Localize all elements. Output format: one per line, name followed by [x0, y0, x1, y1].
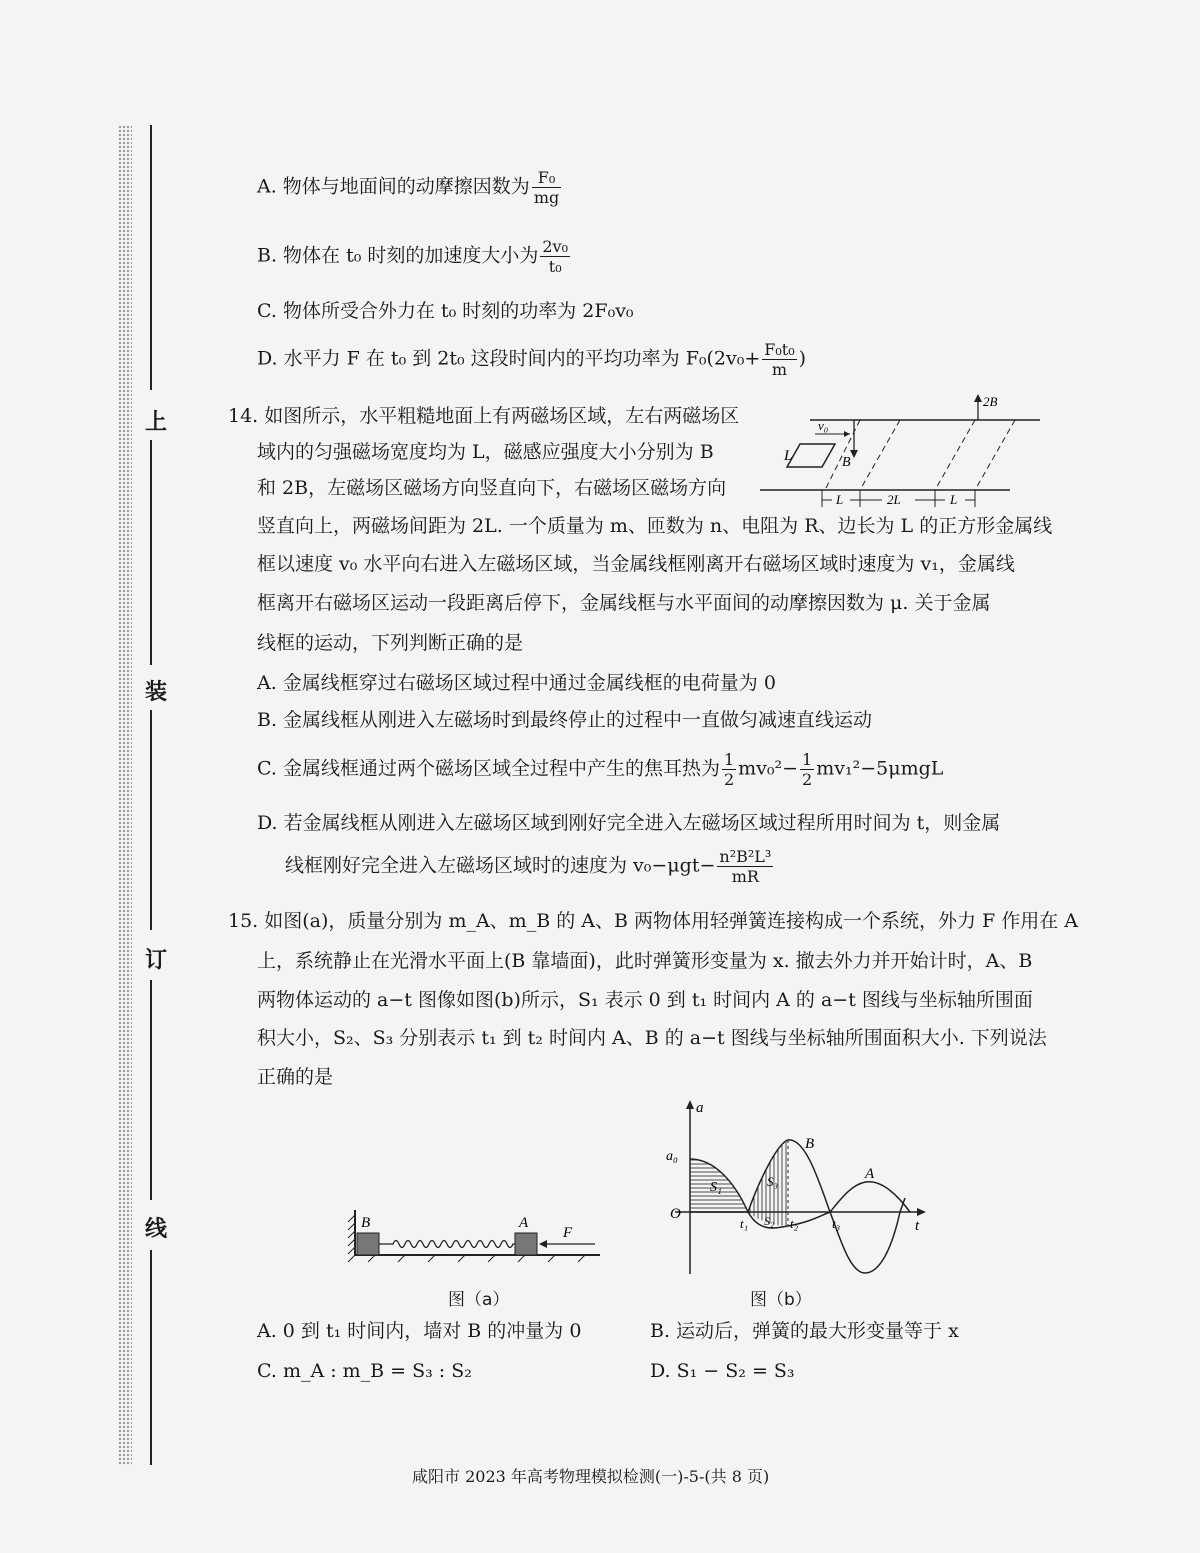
fraction-denominator: mg	[533, 188, 560, 208]
q15-stem-line-3: 两物体运动的 a−t 图像如图(b)所示，S₁ 表示 0 到 t₁ 时间内 A 的 a−t 图线与坐标轴所围面	[257, 989, 1033, 1011]
fraction-denominator: t₀	[548, 257, 562, 277]
q14-stem-line-3: 和 2B，左磁场区磁场方向竖直向下，右磁场区磁场方向	[257, 477, 727, 499]
q15-fig-b-t1: t₁	[740, 1216, 749, 1231]
binding-line-4	[150, 980, 152, 1200]
q13-option-a-fraction	[532, 168, 561, 207]
q14-option-c-term-1: mv₀²−	[738, 757, 799, 780]
q15-option-a: A. 0 到 t₁ 时间内，墙对 B 的冲量为 0	[257, 1320, 582, 1342]
q14-stem-line-5: 框以速度 v₀ 水平向右进入左磁场区域，当金属线框刚离开右磁场区域时速度为 v₁，金属线	[257, 553, 1015, 575]
q15-figure-a	[345, 1205, 605, 1275]
q15-fig-a-label-b: B	[361, 1215, 371, 1231]
q15-fig-b-t3: t₃	[832, 1216, 841, 1231]
q14-label-v0: v₀	[818, 418, 829, 433]
q14-option-d-text: 线框刚好完全进入左磁场区域时的速度为 v₀−μgt−	[285, 854, 716, 877]
q14-stem-line-1: 14. 如图所示，水平粗糙地面上有两磁场区域，左右两磁场区	[228, 405, 740, 427]
fraction-numerator: 1	[723, 750, 735, 769]
fraction-denominator: 2	[802, 770, 813, 790]
q15-fig-b-s2: S₂	[764, 1214, 775, 1228]
q15-fig-b-curve-a: A	[865, 1166, 875, 1182]
q14-magnetic-field-figure	[760, 392, 1050, 512]
q15-fig-a-label-f: F	[563, 1225, 573, 1241]
q15-fig-b-curve-b: B	[805, 1136, 815, 1152]
q14-stem-line-7: 线框的运动，下列判断正确的是	[257, 632, 524, 654]
fraction-numerator: 1	[802, 750, 813, 769]
q13-option-b-text: B. 物体在 t₀ 时刻的加速度大小为	[257, 244, 539, 267]
q15-stem-line-1: 15. 如图(a)，质量分别为 m_A、m_B 的 A、B 两物体用轻弹簧连接构成一个系统，外力 F 作用在 A	[228, 910, 1078, 932]
q14-option-c-term-2: mv₁²	[816, 757, 861, 780]
q13-option-d-text: D. 水平力 F 在 t₀ 到 2t₀ 这段时间内的平均功率为 F₀(2v₀+	[257, 347, 761, 370]
q14-option-d-line-2	[285, 847, 775, 886]
q14-dim-l-left: L	[836, 492, 844, 507]
q13-option-b-fraction	[540, 237, 570, 276]
q15-figure-a-svg	[345, 1205, 605, 1275]
q13-option-b	[257, 237, 572, 276]
q14-option-c-half-1	[722, 750, 736, 789]
q14-stem-line-6: 框离开右磁场区运动一段距离后停下，金属线框与水平面间的动摩擦因数为 μ. 关于金属	[257, 592, 991, 614]
binding-line-3	[150, 710, 152, 930]
q15-option-c: C. m_A : m_B = S₃ : S₂	[257, 1360, 472, 1382]
binding-line-2	[150, 440, 152, 665]
q13-option-d	[257, 340, 806, 379]
q15-option-b: B. 运动后，弹簧的最大形变量等于 x	[650, 1320, 959, 1342]
binding-line-5	[150, 1250, 152, 1465]
q13-option-d-fraction	[762, 340, 796, 379]
q14-stem-line-4: 竖直向上，两磁场间距为 2L. 一个质量为 m、匝数为 n、电阻为 R、边长为 L 的正方形金属线	[257, 515, 1053, 537]
q13-option-d-close: )	[798, 347, 807, 370]
fraction-denominator: 2	[723, 770, 735, 790]
q15-fig-b-t2: t₂	[790, 1216, 799, 1231]
q15-option-d: D. S₁ − S₂ = S₃	[650, 1360, 795, 1382]
q14-stem-line-2: 域内的匀强磁场宽度均为 L，磁感应强度大小分别为 B	[257, 441, 714, 463]
q14-label-2b: 2B	[983, 394, 998, 409]
binding-char-shang: 上	[145, 410, 168, 435]
q14-option-c-term-3: −5μmgL	[860, 757, 944, 780]
fraction-numerator: 2v₀	[542, 237, 569, 256]
fraction-denominator: mR	[731, 867, 759, 887]
q15-fig-b-origin: O	[670, 1206, 681, 1222]
binding-char-zhuang: 装	[145, 680, 168, 705]
q15-fig-b-axis-t: t	[915, 1218, 920, 1234]
q14-option-c-half-2	[800, 750, 814, 789]
q14-label-b: B	[842, 455, 851, 470]
fraction-numerator: F₀	[532, 168, 561, 188]
q14-dim-2l: 2L	[887, 492, 901, 507]
q14-figure-svg	[760, 392, 1050, 512]
fraction-numerator: n²B²L³	[719, 847, 772, 866]
q14-option-b: B. 金属线框从刚进入左磁场时到最终停止的过程中一直做匀减速直线运动	[257, 709, 873, 731]
q14-option-a: A. 金属线框穿过右磁场区域过程中通过金属线框的电荷量为 0	[257, 672, 776, 694]
binding-char-xian: 线	[145, 1217, 168, 1242]
binding-margin-dots	[118, 125, 132, 1465]
q15-figure-b	[660, 1098, 940, 1283]
q14-dim-l-right: L	[950, 492, 958, 507]
q13-option-c: C. 物体所受合外力在 t₀ 时刻的功率为 2F₀v₀	[257, 300, 634, 322]
q13-option-a	[257, 168, 563, 207]
q15-figure-b-svg	[660, 1098, 940, 1283]
q15-stem-line-2: 上，系统静止在光滑水平面上(B 靠墙面)，此时弹簧形变量为 x. 撤去外力并开始计时，A、B	[257, 950, 1033, 972]
q15-figure-b-caption: 图（b）	[750, 1290, 812, 1310]
fraction-numerator: F₀t₀	[764, 340, 795, 359]
binding-line-1	[150, 125, 152, 390]
q15-fig-b-a0: a₀	[666, 1149, 678, 1164]
binding-char-ding: 订	[145, 948, 168, 973]
fraction-denominator: m	[771, 360, 788, 380]
q15-fig-b-s3: S₃	[767, 1174, 779, 1189]
q14-label-l-side: L	[784, 448, 793, 464]
q14-option-d-line-1: D. 若金属线框从刚进入左磁场区域到刚好完全进入左磁场区域过程所用时间为 t，则金属	[257, 812, 1001, 834]
q15-stem-line-4: 积大小，S₂、S₃ 分别表示 t₁ 到 t₂ 时间内 A、B 的 a−t 图线与坐标轴所围面积大小. 下列说法	[257, 1027, 1047, 1049]
q14-option-c	[257, 750, 943, 789]
q13-option-a-text: A. 物体与地面间的动摩擦因数为	[257, 175, 530, 198]
q14-option-c-text: C. 金属线框通过两个磁场区域全过程中产生的焦耳热为	[257, 757, 720, 780]
q15-stem-line-5: 正确的是	[257, 1066, 334, 1088]
q15-fig-a-label-a: A	[519, 1215, 529, 1231]
page-footer: 咸阳市 2023 年高考物理模拟检测(一)-5-(共 8 页)	[412, 1467, 770, 1486]
q15-fig-b-s1: S₁	[710, 1180, 722, 1195]
q15-fig-b-axis-a: a	[696, 1100, 704, 1116]
q14-option-d-fraction	[717, 847, 773, 886]
q15-figure-a-caption: 图（a）	[448, 1290, 510, 1310]
